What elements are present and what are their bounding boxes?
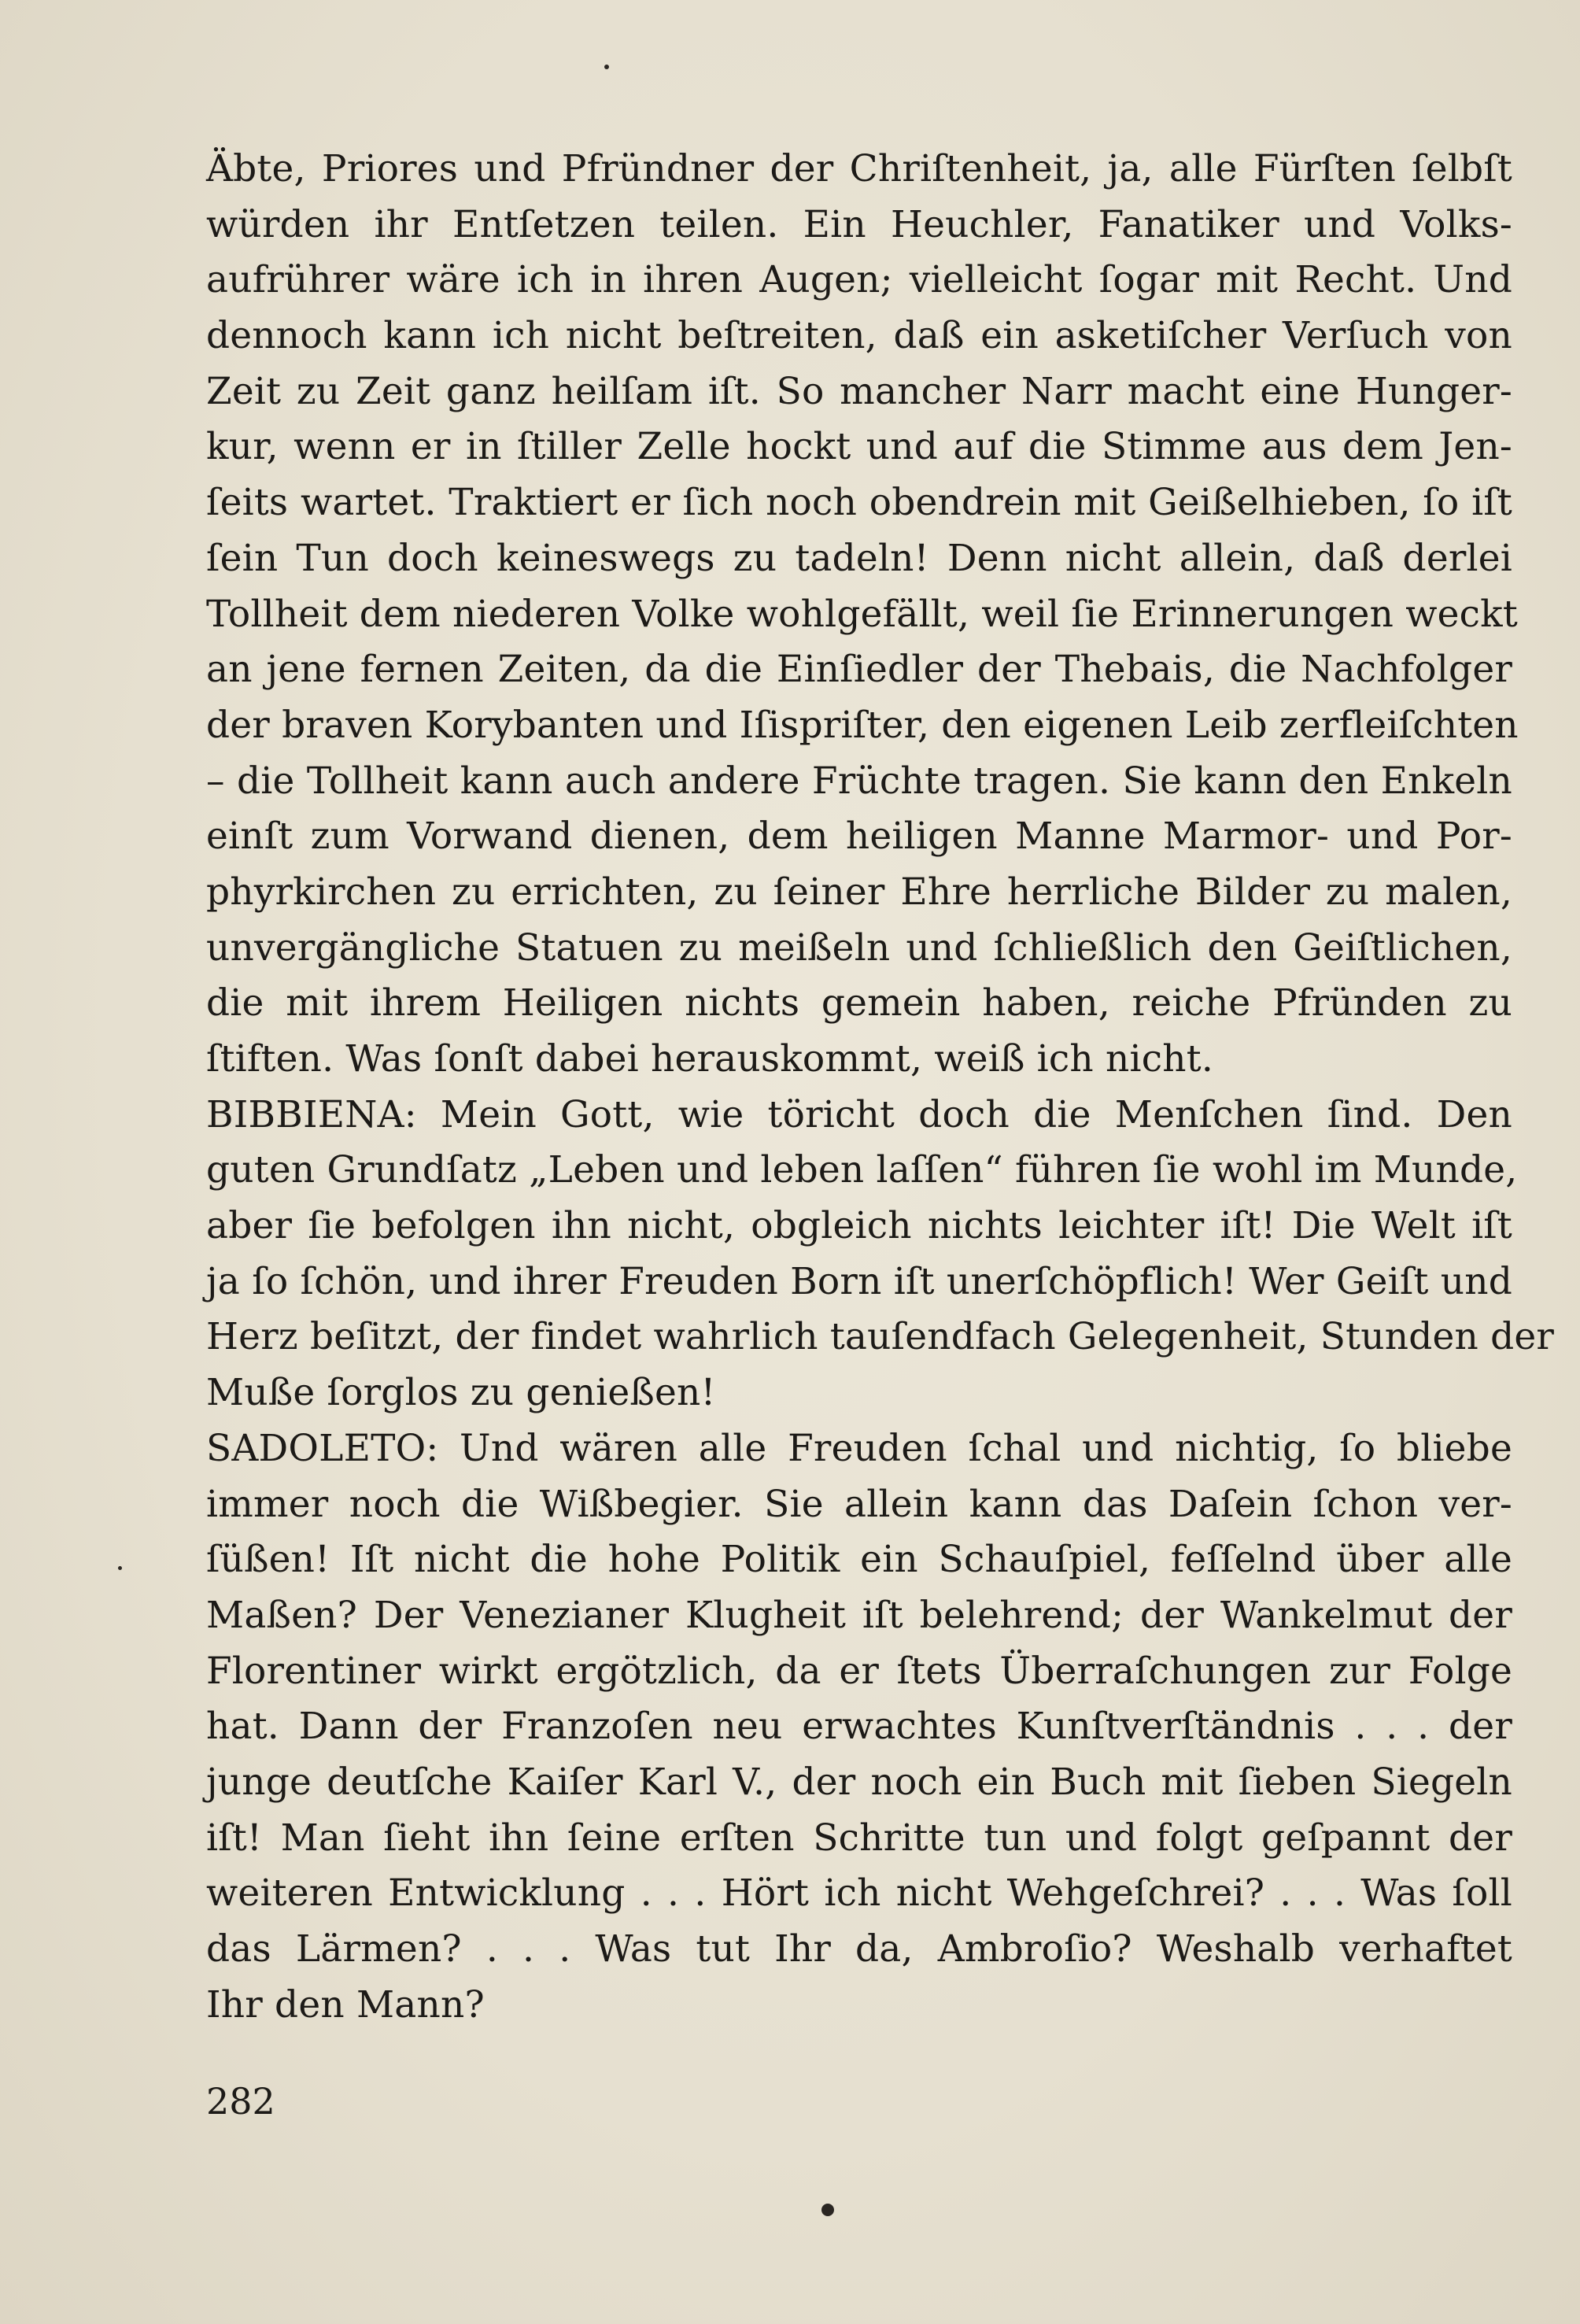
text-line: Maßen? Der Venezianer Klugheit iſt belehrend; der Wankelmut der xyxy=(206,1593,1512,1637)
text-line: aber ſie befolgen ihn nicht, obgleich nichts leichter iſt! Die Welt iſt xyxy=(206,1204,1512,1248)
text-line: junge deutſche Kaiſer Karl V., der noch ein Buch mit ſieben Siegeln xyxy=(206,1760,1512,1804)
paper-speck xyxy=(604,65,609,69)
text-line: ſtiften. Was ſonſt dabei herauskommt, weiß ich nicht. xyxy=(206,1037,1213,1081)
text-line: hat. Dann der Franzoſen neu erwachtes Kunſtverſtändnis . . . der xyxy=(206,1705,1512,1749)
paper-speck xyxy=(821,2204,834,2216)
text-line: kur, wenn er in ſtiller Zelle hockt und auf die Stimme aus dem Jen- xyxy=(206,425,1512,469)
text-line: immer noch die Wißbegier. Sie allein kann das Daſein ſchon ver- xyxy=(206,1482,1512,1526)
text-line: der braven Korybanten und Iſispriſter, den eigenen Leib zerfleiſchten xyxy=(206,703,1519,747)
text-line: unvergängliche Statuen zu meißeln und ſchließlich den Geiſtlichen, xyxy=(206,926,1512,970)
text-line: ſeits wartet. Traktiert er ſich noch obendrein mit Geißelhieben, ſo iſt xyxy=(206,481,1512,525)
text-line: die mit ihrem Heiligen nichts gemein haben, reiche Pfründen zu xyxy=(206,981,1512,1025)
text-line: Florentiner wirkt ergötzlich, da er ſtets Überraſchungen zur Folge xyxy=(206,1649,1512,1693)
text-line: würden ihr Entſetzen teilen. Ein Heuchler, Fanatiker und Volks- xyxy=(206,202,1512,246)
speaker-line: BIBBIENA: Mein Gott, wie töricht doch die Menſchen ſind. Den xyxy=(206,1092,1512,1136)
text-line: dennoch kann ich nicht beſtreiten, daß ein asketiſcher Verſuch von xyxy=(206,314,1512,358)
text-line: ja ſo ſchön, und ihrer Freuden Born iſt unerſchöpflich! Wer Geiſt und xyxy=(206,1259,1512,1303)
text-line: einſt zum Vorwand dienen, dem heiligen Manne Marmor- und Por- xyxy=(206,815,1512,859)
text-line: – die Tollheit kann auch andere Früchte tragen. Sie kann den Enkeln xyxy=(206,759,1512,803)
text-line: ſüßen! Iſt nicht die hohe Politik ein Schauſpiel, feſſelnd über alle xyxy=(206,1538,1512,1582)
text-line: an jene fernen Zeiten, da die Einſiedler der Thebais, die Nachfolger xyxy=(206,648,1512,692)
text-line: ſein Tun doch keineswegs zu tadeln! Denn nicht allein, daß derlei xyxy=(206,536,1512,580)
text-line: iſt! Man ſieht ihn ſeine erſten Schritte tun und folgt geſpannt der xyxy=(206,1816,1512,1860)
text-line: Äbte, Priores und Pfründner der Chriſtenheit, ja, alle Fürſten ſelbſt xyxy=(206,147,1512,190)
text-line: Muße ſorglos zu genießen! xyxy=(206,1371,716,1415)
speaker-line: SADOLETO: Und wären alle Freuden ſchal und nichtig, ſo bliebe xyxy=(206,1426,1512,1470)
page-number: 282 xyxy=(206,2080,275,2123)
text-line: Herz beſitzt, der findet wahrlich tauſendfach Gelegenheit, Stunden der xyxy=(206,1315,1555,1359)
text-line: aufrührer wäre ich in ihren Augen; vielleicht ſogar mit Recht. Und xyxy=(206,258,1512,302)
text-line: das Lärmen? . . . Was tut Ihr da, Ambroſio? Weshalb verhaftet xyxy=(206,1927,1512,1971)
text-line: phyrkirchen zu errichten, zu ſeiner Ehre herrliche Bilder zu malen, xyxy=(206,870,1512,914)
text-line: Ihr den Mann? xyxy=(206,1982,485,2027)
text-line: Tollheit dem niederen Volke wohlgefällt, weil ſie Erinnerungen weckt xyxy=(206,592,1518,636)
text-line: weiteren Entwicklung . . . Hört ich nicht Wehgeſchrei? . . . Was ſoll xyxy=(206,1871,1512,1916)
text-line: guten Grundſatz „Leben und leben laſſen“ führen ſie wohl im Munde, xyxy=(206,1148,1518,1192)
paper-speck xyxy=(118,1566,122,1570)
text-line: Zeit zu Zeit ganz heilſam iſt. So mancher Narr macht eine Hunger- xyxy=(206,369,1512,413)
body-text xyxy=(206,142,1555,2033)
